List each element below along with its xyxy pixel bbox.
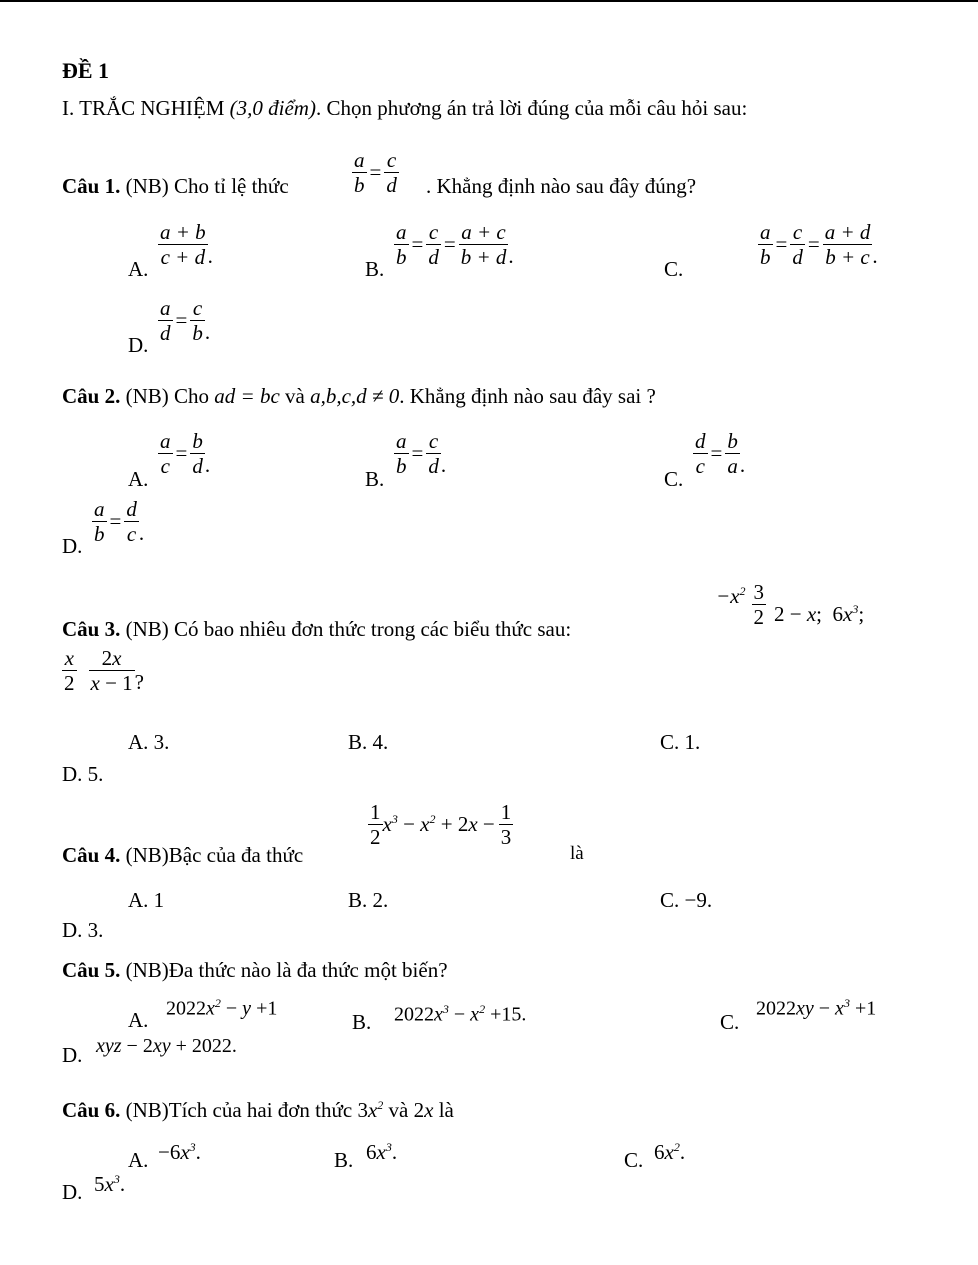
q6-option-c[interactable]: $6x^2$. bbox=[654, 1140, 686, 1164]
q1-option-c-label[interactable]: C. bbox=[664, 257, 684, 281]
q5-label: Câu 5. bbox=[62, 958, 121, 982]
top-border bbox=[0, 0, 978, 2]
q5-option-a-label[interactable]: A. bbox=[128, 1008, 149, 1032]
section-prefix: I. TRẮC NGHIỆM bbox=[62, 96, 230, 120]
q4-option-a[interactable]: A. 1 bbox=[128, 888, 165, 912]
q6-monomial-1: $3x^2$ bbox=[357, 1098, 384, 1122]
q1-option-d-label[interactable]: D. bbox=[128, 333, 149, 357]
q6-option-a[interactable]: $-6x^3$. bbox=[158, 1140, 201, 1164]
q5-text: (NB)Đa thức nào là đa thức một biến? bbox=[125, 958, 448, 982]
q3-text: (NB) Có bao nhiêu đơn thức trong các biểu thức sau: bbox=[125, 617, 572, 641]
question-3 bbox=[62, 617, 571, 642]
q6-text: (NB)Tích của hai đơn thức bbox=[125, 1098, 353, 1122]
q1-text-before: (NB) Cho tỉ lệ thức bbox=[125, 174, 289, 198]
q6-suffix: là bbox=[438, 1098, 454, 1122]
q5-option-b[interactable]: $2022x^3 - x^2 +15$. bbox=[394, 1002, 527, 1026]
q1-option-b[interactable]: $\frac{a}{b}$ = $\frac{c}{d}$ = $\frac{a + c}{b + d}$ . bbox=[396, 220, 514, 270]
q5-option-d-label[interactable]: D. bbox=[62, 1043, 83, 1067]
q6-option-c-label[interactable]: C. bbox=[624, 1148, 644, 1172]
q6-monomial-2: 2x bbox=[413, 1098, 434, 1122]
q4-option-b[interactable]: B. 2. bbox=[348, 888, 389, 912]
q1-option-b-label[interactable]: B. bbox=[365, 257, 385, 281]
q1-label: Câu 1. bbox=[62, 174, 121, 198]
q1-option-a[interactable]: $\frac{a + b}{c + d}$ . bbox=[160, 220, 213, 270]
q2-option-d-label[interactable]: D. bbox=[62, 534, 83, 558]
q4-polynomial: $\frac{1}{2}$ $x^3 - x^2 + 2x$ − $\frac{1}{3}$ bbox=[370, 800, 512, 850]
q2-option-b-label[interactable]: B. bbox=[365, 467, 385, 491]
section-header bbox=[62, 96, 747, 121]
q3-expressions-line2: $\frac{x}{2}$ $\frac{2x}{x - 1}$ ? bbox=[64, 646, 144, 696]
q4-option-c[interactable]: C. −9. bbox=[660, 888, 713, 912]
q4-option-c-label: C. bbox=[660, 888, 680, 912]
q6-option-b-label[interactable]: B. bbox=[334, 1148, 354, 1172]
q6-option-d-label[interactable]: D. bbox=[62, 1180, 83, 1204]
q1-option-a-label[interactable]: A. bbox=[128, 257, 149, 281]
q6-option-b[interactable]: $6x^3$. bbox=[366, 1140, 398, 1164]
q2-condition-1: ad = bc bbox=[214, 384, 280, 408]
question-4 bbox=[62, 843, 303, 868]
q3-expressions-line1: $-x^2$ $\frac{3}{2}$ 2 − x; $6x^3$; bbox=[716, 580, 865, 630]
q4-label: Câu 4. bbox=[62, 843, 121, 867]
q3-option-b[interactable]: B. 4. bbox=[348, 730, 389, 754]
q2-option-d[interactable]: $\frac{a}{b}$ = $\frac{d}{c}$ . bbox=[94, 497, 145, 547]
q5-option-a[interactable]: $2022x^2 - y +1$ bbox=[166, 996, 278, 1020]
question-6 bbox=[62, 1098, 454, 1123]
q5-option-d[interactable]: xyz − 2xy + 2022. bbox=[96, 1035, 237, 1057]
section-points: (3,0 điểm) bbox=[229, 96, 316, 120]
q5-option-c-label[interactable]: C. bbox=[720, 1010, 740, 1034]
q2-text-before: (NB) Cho bbox=[125, 384, 210, 408]
q5-option-c[interactable]: $2022xy - x^3 +1$ bbox=[756, 996, 877, 1020]
exam-title: ĐỀ 1 bbox=[62, 58, 110, 83]
q2-label: Câu 2. bbox=[62, 384, 121, 408]
q2-option-c[interactable]: $\frac{d}{c}$ = $\frac{b}{a}$ . bbox=[695, 429, 746, 479]
q3-option-d[interactable]: D. 5. bbox=[62, 762, 104, 786]
q2-option-a-label[interactable]: A. bbox=[128, 467, 149, 491]
q3-option-c[interactable]: C. 1. bbox=[660, 730, 701, 754]
q2-option-a[interactable]: $\frac{a}{c}$ = $\frac{b}{d}$ . bbox=[160, 429, 211, 479]
question-5 bbox=[62, 958, 448, 983]
q2-option-c-label[interactable]: C. bbox=[664, 467, 684, 491]
q6-option-a-label[interactable]: A. bbox=[128, 1148, 149, 1172]
q1-option-d[interactable]: $\frac{a}{d}$ = $\frac{c}{b}$ . bbox=[160, 296, 211, 346]
q4-suffix: là bbox=[570, 843, 584, 864]
q6-and: và bbox=[388, 1098, 409, 1122]
q1-text-after: . Khẳng định nào sau đây đúng? bbox=[426, 174, 697, 198]
q1-proportion: $\frac{a}{b}$ = $\frac{c}{d}$ bbox=[354, 148, 397, 198]
q4-text: (NB)Bậc của đa thức bbox=[125, 843, 304, 867]
q2-condition-2: a,b,c,d ≠ 0 bbox=[310, 384, 400, 408]
q1-option-c[interactable]: $\frac{a}{b}$ = $\frac{c}{d}$ = $\frac{a + d}{b + c}$ . bbox=[760, 220, 878, 270]
q5-option-b-label[interactable]: B. bbox=[352, 1010, 372, 1034]
q4-option-d[interactable]: D. 3. bbox=[62, 918, 104, 942]
question-2 bbox=[62, 384, 656, 409]
q4-option-c-value: −9 bbox=[684, 888, 707, 912]
q2-and: và bbox=[285, 384, 305, 408]
section-instruction: . Chọn phương án trả lời đúng của mỗi câu hỏi sau: bbox=[315, 96, 748, 120]
q3-label: Câu 3. bbox=[62, 617, 121, 641]
q6-label: Câu 6. bbox=[62, 1098, 121, 1122]
q2-option-b[interactable]: $\frac{a}{b}$ = $\frac{c}{d}$ . bbox=[396, 429, 447, 479]
q3-option-a[interactable]: A. 3. bbox=[128, 730, 170, 754]
question-1 bbox=[62, 174, 289, 199]
q6-option-d[interactable]: $5x^3$. bbox=[94, 1172, 126, 1196]
q2-text-after: . Khẳng định nào sau đây sai ? bbox=[399, 384, 656, 408]
